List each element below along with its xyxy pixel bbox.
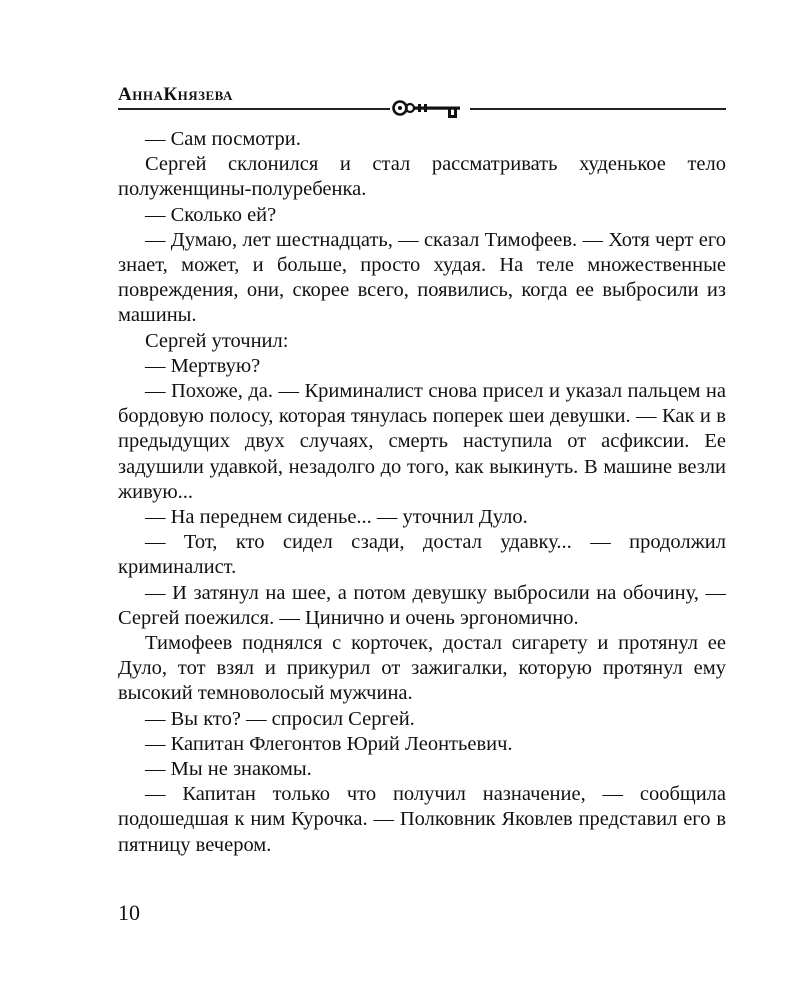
paragraph: Сергей склонился и стал рассматривать худенькое тело полуженщины-полуребенка.	[118, 153, 726, 201]
paragraph: Тимофеев поднялся с корточек, достал сигарету и протянул ее Дуло, тот взял и прикурил от зажигалки, которую протянул ему высокий темноволосый мужчина.	[118, 632, 726, 705]
paragraph: — Сам посмотри.	[145, 128, 301, 150]
page-number: 10	[118, 900, 140, 925]
paragraph: — Похоже, да. — Криминалист снова присел и указал пальцем на бордовую полосу, которая тянулась поперек шеи девушки. — Как и в предыдущих двух случаях, смерть наступила от асфиксии. Ее задушили удавкой, незадолго до того, как выкинуть. В машине везли живую...	[118, 380, 726, 503]
key-icon	[390, 96, 470, 122]
body-text	[118, 127, 726, 858]
running-head	[118, 84, 726, 124]
paragraph: — Капитан Флегонтов Юрий Леонтьевич.	[145, 732, 513, 755]
paragraph: Сергей уточнил:	[145, 329, 289, 352]
paragraph: — На переднем сиденье... — уточнил Дуло.	[145, 506, 528, 529]
paragraph: — Думаю, лет шестнадцать, — сказал Тимофеев. — Хотя черт его знает, может, и больше, просто худая. На теле множественные повреждения, они, скорее всего, появились, когда ее выбросили из машины.	[118, 228, 726, 327]
paragraph: — Капитан только что получил назначение, — сообщила подошедшая к ним Курочка. — Полковник Яковлев представил его в пятницу вечером.	[118, 783, 726, 856]
paragraph: — Мертвую?	[145, 354, 261, 377]
paragraph: — Мы не знакомы.	[145, 758, 312, 781]
author-name: АннаКнязева	[118, 84, 233, 105]
paragraph: — И затянул на шее, а потом девушку выбросили на обочину, — Сергей поежился. — Цинично и очень эргономично.	[118, 581, 726, 629]
paragraph: — Сколько ей?	[145, 203, 277, 226]
paragraph: — Тот, кто сидел сзади, достал удавку... — продолжил криминалист.	[118, 531, 726, 579]
paragraph: — Вы кто? — спросил Сергей.	[145, 707, 415, 730]
